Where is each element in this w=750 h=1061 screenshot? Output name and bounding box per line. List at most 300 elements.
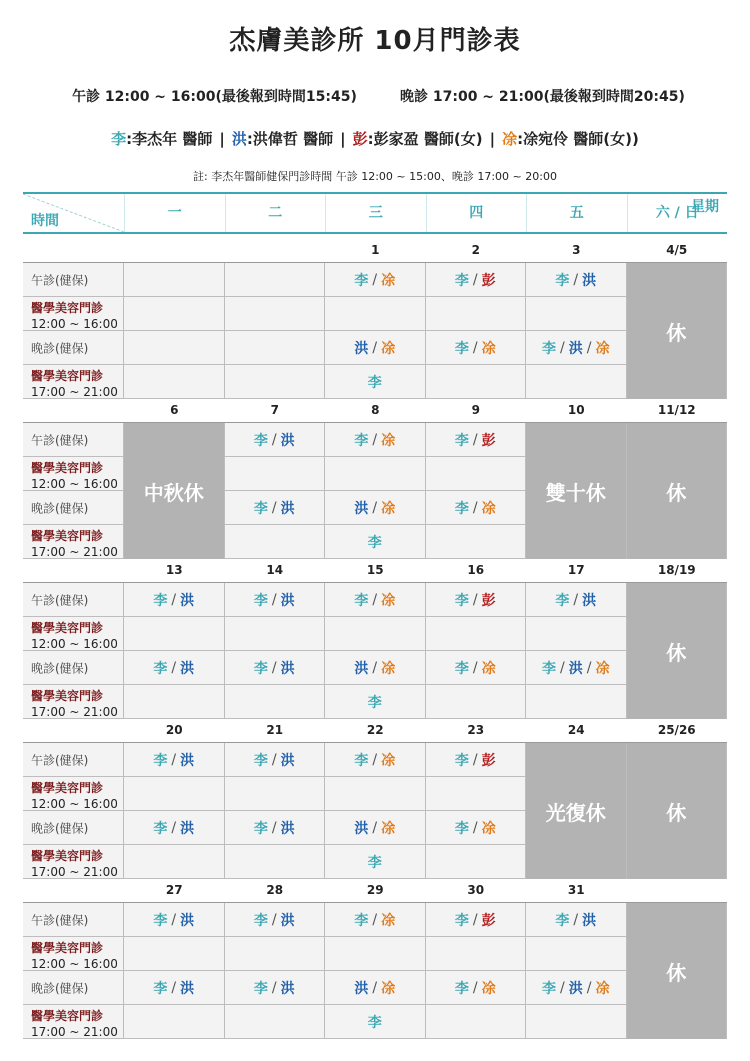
doctor-abbr: 洪 [280,980,295,997]
doctor-assignment [325,423,425,456]
doctor-separator: / [472,751,478,768]
schedule-cell [426,491,527,525]
cosmetic-clinic-time: 17:00 ~ 21:00 [31,385,118,399]
doctor-abbr: 李 [367,374,382,391]
doctor-abbr: 凃 [595,980,610,997]
doctor-assignment [225,971,325,1004]
legend-doctor-abbr: 李 [111,130,127,148]
schedule-cell [225,743,326,777]
schedule-cell [426,263,527,297]
doctor-abbr: 洪 [180,820,195,837]
session-label [23,903,124,937]
doctor-separator: / [271,499,277,516]
doctor-abbr: 李 [454,500,469,517]
doctor-separator: / [472,979,478,996]
schedule-cell [426,365,527,399]
doctor-assignment [325,1005,425,1038]
date-label: 30 [467,883,485,897]
doctor-assignment [325,491,425,524]
doctor-separator: / [271,819,277,836]
doctor-assignment [426,743,526,776]
doctor-assignment [225,903,325,936]
doctor-assignment [426,263,526,296]
page-title: 杰膚美診所 10月門診表 [229,26,521,56]
date-label: 27 [165,883,183,897]
cosmetic-clinic-title: 醫學美容門診 [31,621,104,635]
date-label: 4/5 [666,243,688,257]
closed-day-block: 休 [627,423,728,559]
doctor-abbr: 彭 [481,432,496,449]
legend-doctor-abbr: 洪 [231,130,247,148]
date-label: 29 [366,883,384,897]
doctor-abbr: 李 [253,432,268,449]
schedule-cell [526,651,627,685]
doctor-assignment [325,263,425,296]
doctor-abbr: 李 [454,820,469,837]
doctor-assignment [426,491,526,524]
doctor-assignment [526,903,626,936]
schedule-cell [225,525,326,559]
schedule-cell [225,583,326,617]
doctor-abbr: 彭 [481,272,496,289]
doctor-abbr: 彭 [481,752,496,769]
schedule-cell [426,1005,527,1039]
doctor-assignment [426,331,526,364]
doctor-legend [0,128,750,149]
doctor-abbr: 李 [253,752,268,769]
closed-day-block: 休 [627,743,728,879]
doctor-abbr: 李 [367,1014,382,1031]
doctor-abbr: 凃 [381,592,396,609]
schedule-cell [124,263,225,297]
doctor-abbr: 洪 [280,752,295,769]
doctor-abbr: 洪 [354,340,369,357]
date-label: 31 [567,883,585,897]
schedule-cell [426,651,527,685]
date-row [23,880,727,900]
cosmetic-clinic-time: 17:00 ~ 21:00 [31,865,118,879]
doctor-separator: / [171,659,177,676]
afternoon-insurance-label: 午診(健保) [31,433,89,447]
doctor-assignment [325,331,425,364]
doctor-separator: / [472,819,478,836]
week-block [23,880,727,1040]
date-label: 3 [572,243,581,257]
doctor-separator: / [372,271,378,288]
doctor-abbr: 李 [354,432,369,449]
schedule-cell [225,263,326,297]
doctor-abbr: 凃 [381,660,396,677]
date-row [23,240,727,260]
doctor-abbr: 洪 [280,432,295,449]
doctor-separator: / [171,591,177,608]
schedule-cell [124,331,225,365]
cosmetic-clinic-title: 醫學美容門診 [31,529,104,543]
doctor-abbr: 李 [253,592,268,609]
date-label: 6 [170,403,179,417]
doctor-assignment [526,971,626,1004]
schedule-cell [124,743,225,777]
evening-insurance-label: 晚診(健保) [31,981,89,995]
doctor-abbr: 凃 [381,340,396,357]
doctor-abbr: 洪 [180,752,195,769]
doctor-abbr: 洪 [354,660,369,677]
doctor-abbr: 凃 [595,660,610,677]
doctor-assignment [325,903,425,936]
afternoon-insurance-label: 午診(健保) [31,753,89,767]
doctor-abbr: 洪 [180,980,195,997]
doctor-separator: / [372,339,378,356]
doctor-abbr: 洪 [280,820,295,837]
schedule-cell [225,491,326,525]
doctor-assignment [426,811,526,844]
doctor-abbr: 凃 [481,500,496,517]
doctor-abbr: 洪 [280,500,295,517]
cosmetic-clinic-label [31,620,118,652]
doctor-abbr: 凃 [481,340,496,357]
doctor-separator: / [171,751,177,768]
doctor-abbr: 洪 [280,912,295,929]
schedule-cell [426,525,527,559]
schedule-cell [526,331,627,365]
doctor-assignment [124,583,224,616]
doctor-separator: / [472,659,478,676]
session-label [23,685,124,719]
schedule-cell [325,651,426,685]
schedule-cell [124,685,225,719]
doctor-assignment [225,423,325,456]
doctor-assignment [225,491,325,524]
schedule-grid [23,262,727,398]
week-block [23,720,727,880]
doctor-assignment [526,583,626,616]
session-label [23,297,124,331]
doctor-abbr: 凃 [381,820,396,837]
schedule-cell [124,845,225,879]
doctor-separator: / [171,911,177,928]
doctor-separator: / [573,271,579,288]
doctor-separator: / [372,911,378,928]
closed-day-block: 休 [627,903,728,1039]
cosmetic-clinic-label [31,940,118,972]
session-label [23,331,124,365]
session-label [23,365,124,399]
schedule-cell [325,743,426,777]
date-label: 13 [165,563,183,577]
legend-doctor-abbr: 凃 [502,130,518,148]
doctor-separator: / [171,819,177,836]
date-label: 1 [371,243,380,257]
session-label [23,777,124,811]
afternoon-hours: 午診 12:00 ~ 16:00(最後報到時間15:45) [72,89,357,105]
doctor-separator: / [271,591,277,608]
schedule-cell [325,845,426,879]
doctor-abbr: 凃 [381,980,396,997]
schedule-cell [325,457,426,491]
schedule-cell [426,811,527,845]
legend-separator: | [219,130,225,148]
legend-separator: | [340,130,346,148]
evening-insurance-label: 晚診(健保) [31,821,89,835]
cosmetic-clinic-label [31,848,118,880]
doctor-separator: / [586,339,592,356]
closed-day-block: 休 [627,263,728,399]
schedule-grid [23,582,727,718]
doctor-abbr: 李 [253,500,268,517]
doctor-abbr: 洪 [568,980,583,997]
doctor-abbr: 李 [454,752,469,769]
doctor-abbr: 李 [367,694,382,711]
schedule-cell [325,685,426,719]
schedule-grid [23,422,727,558]
doctor-abbr: 李 [354,592,369,609]
doctor-assignment [325,685,425,718]
date-label: 28 [266,883,284,897]
date-label: 16 [467,563,485,577]
cosmetic-clinic-time: 12:00 ~ 16:00 [31,957,118,971]
cosmetic-clinic-time: 17:00 ~ 21:00 [31,545,118,559]
cosmetic-clinic-title: 醫學美容門診 [31,461,104,475]
doctor-assignment [426,651,526,684]
doctor-abbr: 凃 [381,500,396,517]
doctor-separator: / [472,911,478,928]
schedule-cell [225,845,326,879]
doctor-assignment [124,651,224,684]
doctor-abbr: 凃 [481,980,496,997]
schedule-cell [325,583,426,617]
closed-day-block: 光復休 [526,743,627,879]
schedule-grid [23,902,727,1038]
cosmetic-clinic-title: 醫學美容門診 [31,689,104,703]
doctor-abbr: 李 [253,660,268,677]
schedule-cell [124,297,225,331]
session-label [23,937,124,971]
doctor-assignment [325,525,425,558]
schedule-cell [124,651,225,685]
schedule-cell [225,617,326,651]
doctor-assignment [124,743,224,776]
doctor-assignment [526,263,626,296]
schedule-cell [124,811,225,845]
schedule-cell [225,331,326,365]
schedule-cell [325,903,426,937]
legend-separator: | [489,130,496,148]
schedule-cell [325,331,426,365]
doctor-abbr: 李 [542,980,557,997]
session-label [23,971,124,1005]
doctor-abbr: 洪 [582,592,597,609]
closed-day-block: 雙十休 [526,423,627,559]
doctor-abbr: 李 [454,980,469,997]
schedule-cell [225,457,326,491]
schedule-cell [426,457,527,491]
schedule-cell [526,617,627,651]
doctor-assignment [426,583,526,616]
doctor-assignment [526,331,626,364]
date-row [23,400,727,420]
doctor-abbr: 李 [542,340,557,357]
schedule-cell [225,937,326,971]
doctor-abbr: 李 [253,980,268,997]
legend-doctor-name: :凃宛伶 醫師(女)) [517,130,639,148]
schedule-header [23,192,727,234]
session-label [23,583,124,617]
doctor-separator: / [372,659,378,676]
doctor-assignment [124,903,224,936]
doctor-abbr: 洪 [280,660,295,677]
schedule-cell [426,845,527,879]
session-label [23,617,124,651]
date-label: 2 [471,243,480,257]
evening-insurance-label: 晚診(健保) [31,661,89,675]
doctor-separator: / [271,979,277,996]
schedule-cell [426,617,527,651]
doctor-abbr: 李 [454,272,469,289]
doctor-separator: / [586,979,592,996]
schedule-cell [225,297,326,331]
doctor-abbr: 凃 [381,432,396,449]
doctor-abbr: 洪 [354,820,369,837]
cosmetic-clinic-title: 醫學美容門診 [31,301,104,315]
doctor-abbr: 凃 [381,912,396,929]
schedule-cell [225,777,326,811]
doctor-abbr: 凃 [381,752,396,769]
schedule-cell [526,583,627,617]
date-label: 15 [366,563,384,577]
schedule-cell [225,971,326,1005]
schedule-cell [225,423,326,457]
schedule-cell [225,685,326,719]
insurance-note: 註: 李杰年醫師健保門診時間 午診 12:00 ~ 15:00、晚診 17:00 ~ 20:00 [193,170,557,183]
date-label: 7 [270,403,279,417]
doctor-abbr: 洪 [568,340,583,357]
doctor-abbr: 洪 [354,500,369,517]
evening-insurance-label: 晚診(健保) [31,501,89,515]
doctor-abbr: 凃 [481,660,496,677]
cosmetic-clinic-title: 醫學美容門診 [31,1009,104,1023]
weekday-column-heading: 一 [124,194,225,232]
schedule-cell [325,937,426,971]
date-label: 18/19 [657,563,696,577]
schedule-cell [426,971,527,1005]
doctor-abbr: 李 [153,820,168,837]
cosmetic-clinic-time: 12:00 ~ 16:00 [31,637,118,651]
date-label: 17 [567,563,585,577]
schedule-cell [325,777,426,811]
schedule-cell [124,1005,225,1039]
doctor-abbr: 洪 [180,660,195,677]
doctor-separator: / [271,751,277,768]
doctor-assignment [225,583,325,616]
doctor-separator: / [271,659,277,676]
schedule-cell [225,1005,326,1039]
legend-doctor-name: :李杰年 醫師 [126,130,213,148]
doctor-separator: / [271,911,277,928]
session-label [23,1005,124,1039]
date-label: 14 [266,563,284,577]
doctor-assignment [225,651,325,684]
doctor-abbr: 洪 [568,660,583,677]
cosmetic-clinic-label [31,528,118,560]
date-label: 9 [471,403,480,417]
schedule-cell [526,971,627,1005]
doctor-abbr: 彭 [481,592,496,609]
date-label: 24 [567,723,585,737]
schedule-cell [325,491,426,525]
doctor-separator: / [372,431,378,448]
cosmetic-clinic-time: 17:00 ~ 21:00 [31,705,118,719]
doctor-separator: / [171,979,177,996]
doctor-abbr: 李 [454,660,469,677]
doctor-assignment [325,583,425,616]
session-label [23,845,124,879]
doctor-abbr: 凃 [481,820,496,837]
schedule-cell [325,365,426,399]
schedule-cell [124,583,225,617]
doctor-separator: / [372,751,378,768]
legend-doctor-abbr: 彭 [352,130,368,148]
date-label: 10 [567,403,585,417]
date-label: 25/26 [657,723,696,737]
doctor-abbr: 李 [354,752,369,769]
doctor-abbr: 李 [354,272,369,289]
doctor-abbr: 李 [253,912,268,929]
weekday-column-heading: 六 / 日 [627,194,728,232]
cosmetic-clinic-time: 12:00 ~ 16:00 [31,317,118,331]
schedule-cell [124,617,225,651]
schedule-cell [325,297,426,331]
cosmetic-clinic-time: 17:00 ~ 21:00 [31,1025,118,1039]
evening-insurance-label: 晚診(健保) [31,341,89,355]
doctor-abbr: 凃 [381,272,396,289]
doctor-separator: / [472,591,478,608]
doctor-assignment [225,811,325,844]
closed-day-block: 休 [627,583,728,719]
doctor-abbr: 李 [555,592,570,609]
doctor-assignment [426,903,526,936]
doctor-abbr: 李 [367,854,382,871]
doctor-separator: / [372,819,378,836]
legend-doctor-name: :彭家盈 醫師(女) [367,130,483,148]
session-label [23,423,124,457]
schedule-cell [526,263,627,297]
schedule-cell [325,423,426,457]
doctor-assignment [325,971,425,1004]
date-label: 23 [467,723,485,737]
schedule-cell [426,297,527,331]
date-label: 22 [366,723,384,737]
schedule-cell [124,971,225,1005]
doctor-abbr: 李 [542,660,557,677]
schedule-cell [426,777,527,811]
cosmetic-clinic-label [31,300,118,332]
session-label [23,491,124,525]
doctor-abbr: 李 [153,660,168,677]
doctor-abbr: 李 [454,432,469,449]
cosmetic-clinic-label [31,368,118,400]
closed-day-block: 中秋休 [124,423,225,559]
doctor-abbr: 凃 [595,340,610,357]
cosmetic-clinic-label [31,1008,118,1040]
cosmetic-clinic-label [31,460,118,492]
time-heading: 時間 [31,213,59,229]
doctor-abbr: 李 [153,592,168,609]
cosmetic-clinic-title: 醫學美容門診 [31,369,104,383]
schedule-cell [426,685,527,719]
doctor-separator: / [472,339,478,356]
schedule-cell [225,903,326,937]
schedule-cell [325,525,426,559]
